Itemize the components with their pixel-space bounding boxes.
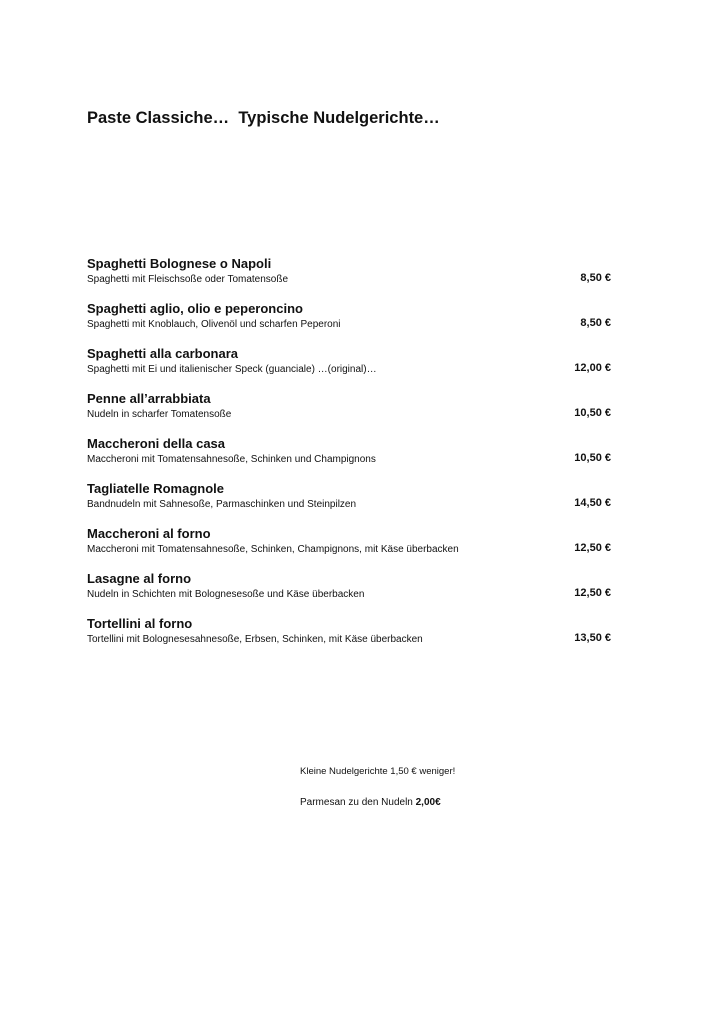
menu-item: [87, 346, 617, 391]
dish-name: Spaghetti Bolognese o Napoli: [87, 256, 272, 271]
dish-name: Maccheroni della casa: [87, 436, 226, 451]
menu-item: [87, 616, 617, 661]
parmesan-note-text: Parmesan zu den Nudeln: [300, 797, 416, 808]
dish-price: 10,50 €: [574, 407, 611, 419]
dish-name: Spaghetti aglio, olio e peperoncino: [87, 301, 303, 316]
menu-item: [87, 391, 617, 436]
dish-description: Tortellini mit Bolognesesahnesoße, Erbsen, Schinken, mit Käse überbacken: [87, 634, 423, 645]
dish-price: 12,00 €: [574, 362, 611, 374]
dish-description: Maccheroni mit Tomatensahnesoße, Schinken, Champignons, mit Käse überbacken: [87, 544, 459, 555]
dish-price: 14,50 €: [574, 497, 611, 509]
dish-description: Spaghetti mit Fleischsoße oder Tomatensoße: [87, 274, 289, 285]
dish-description: Spaghetti mit Ei und italienischer Speck (guanciale) …(original)…: [87, 364, 377, 375]
dish-name: Tagliatelle Romagnole: [87, 481, 225, 496]
dish-description: Spaghetti mit Knoblauch, Olivenöl und scharfen Peperoni: [87, 319, 341, 330]
dish-name: Maccheroni al forno: [87, 526, 211, 541]
dish-name: Lasagne al forno: [87, 571, 192, 586]
page-title: Paste Classiche… Typische Nudelgerichte…: [87, 109, 440, 127]
dish-price: 8,50 €: [580, 317, 611, 329]
small-portion-note: Kleine Nudelgerichte 1,50 € weniger!: [300, 766, 456, 777]
dish-price: 12,50 €: [574, 542, 611, 554]
dish-price: 12,50 €: [574, 587, 611, 599]
dish-price: 10,50 €: [574, 452, 611, 464]
dish-name: Spaghetti alla carbonara: [87, 346, 238, 361]
parmesan-price: 2,00€: [415, 797, 441, 808]
parmesan-note: [300, 797, 441, 808]
dish-description: Maccheroni mit Tomatensahnesoße, Schinken und Champignons: [87, 454, 376, 465]
menu-item: [87, 571, 617, 616]
dish-price: 13,50 €: [574, 632, 611, 644]
dish-name: Penne all’arrabbiata: [87, 391, 211, 406]
dish-description: Nudeln in scharfer Tomatensoße: [87, 409, 232, 420]
menu-item: [87, 436, 617, 481]
menu-item: [87, 526, 617, 571]
menu-item: [87, 256, 617, 301]
dish-description: Bandnudeln mit Sahnesoße, Parmaschinken und Steinpilzen: [87, 499, 357, 510]
dish-name: Tortellini al forno: [87, 616, 193, 631]
menu-list: [87, 256, 617, 661]
dish-description: Nudeln in Schichten mit Bolognesesoße und Käse überbacken: [87, 589, 365, 600]
menu-item: [87, 481, 617, 526]
dish-price: 8,50 €: [580, 272, 611, 284]
menu-item: [87, 301, 617, 346]
